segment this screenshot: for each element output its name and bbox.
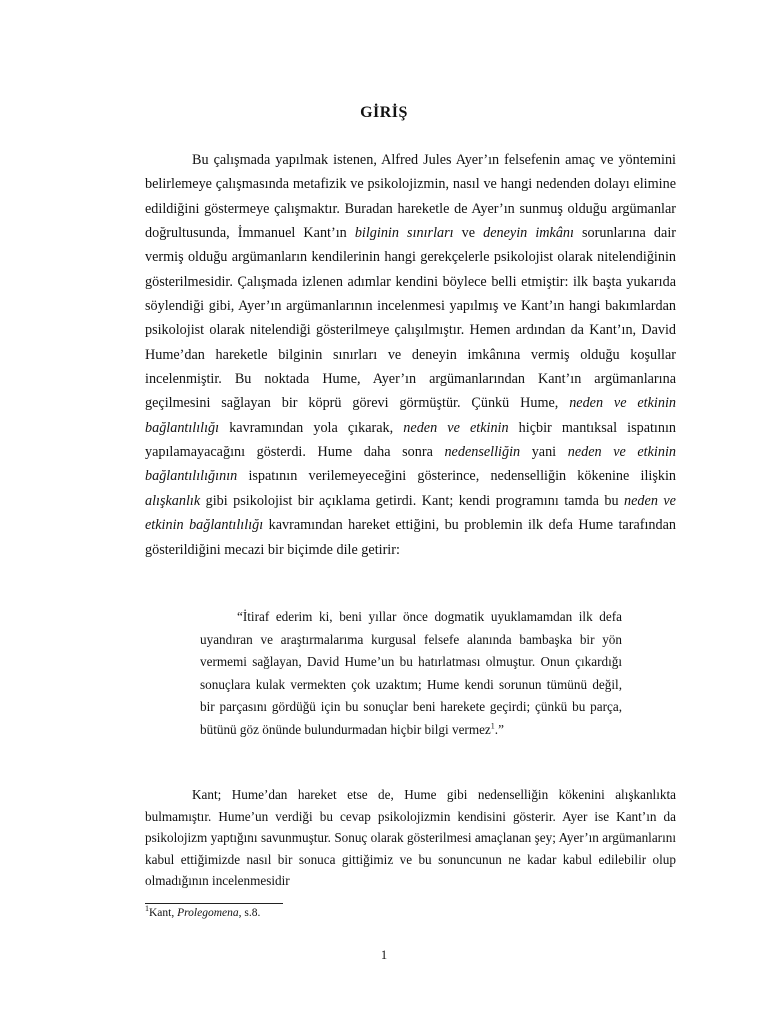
- italic-term: alışkanlık: [145, 492, 201, 509]
- italic-term: nedenselliğin: [444, 444, 521, 461]
- text-segment: gibi psikolojist bir açıklama getirdi. Kant; kendi programını tamda bu: [200, 492, 625, 509]
- footnote-divider: [145, 903, 283, 904]
- italic-term: neden ve etkinin bağlantılılığı: [145, 492, 676, 534]
- block-quote: [200, 606, 622, 742]
- text-segment: yani: [520, 444, 568, 461]
- intro-paragraph: [145, 148, 676, 562]
- footnote-mark: 1: [145, 904, 149, 914]
- footnote-work: Prolegomena: [177, 907, 239, 919]
- footnote-page: , s.8.: [238, 907, 261, 919]
- footnote-author: Kant,: [149, 907, 178, 919]
- second-paragraph: Kant; Hume’dan hareket etse de, Hume gibi nedenselliğin kökenini alışkanlıkta bulmamıştır. Hume’un verdiği bu cevap psikolojizmin kendisini gösterir. Ayer ise Kant’ın da psikolojizm yaptığını savunmuştur. Sonuç olarak gösterilmesi amaçlanan şey; Ayer’ın argümanlarını kabul ettiğimizde nasıl bir sonuca gittiğimiz ve bu sonuncunun ne kadar kabul edilebilir olup olmadığının incelenmesidir: [145, 787, 676, 888]
- page-number: 1: [380, 948, 388, 962]
- text-segment: Bu çalışmada yapılmak istenen, Alfred Jules Ayer’ın felsefenin amaç ve yöntemini belirlemeye çalışmasında metafizik ve psikolojizmin, nasıl ve hangi nedenden dolayı elimine edildiğini göstermeye çalışmaktır. Buradan hareketle de Ayer’ın sunmuş olduğu argümanlar doğrultusunda, İmmanuel Kant’ın: [145, 152, 676, 242]
- text-segment: ispatının verilemeyeceğini gösterince, nedenselliğin kökenine ilişkin: [237, 468, 676, 485]
- italic-term: bilginin sınırları: [354, 225, 454, 242]
- text-segment: sorunlarına dair vermiş olduğu argümanların kendilerinin hangi gerekçelerle psikolojist olarak nitelendiğinin gösterilmesidir. Çalışmada izlenen adımlar kendini böylece belli etmiştir: ilk başta yukarıda söylendiği gibi, Ayer’ın argümanlarının incelenmesi yapılmış ve Kant’ın hangi bakımlardan psikolojist olarak nitelendiği gösterilmeye çalışılmıştır. Hemen ardından da Kant’ın, David Hume’dan hareketle bilginin sınırları ve deneyin imkânına vermiş olduğu koşullar incelenmiştir. Bu noktada Hume, Ayer’ın argümanlarından Kant’ın argümanlarına geçilmesini sağlayan bir köprü görevi görmüştür. Çünkü Hume,: [145, 225, 676, 412]
- text-segment: hiçbir mantıksal ispatının yapılamayacağını gösterdi. Hume daha sonra: [145, 419, 677, 461]
- footnote: [145, 906, 260, 920]
- text-segment: ve: [453, 225, 484, 242]
- italic-term: neden ve etkinin bağlantılılığı: [145, 395, 676, 436]
- italic-term: neden ve etkinin bağlantılılığının: [145, 444, 676, 485]
- text-segment: kavramından yola çıkarak,: [219, 419, 404, 436]
- footnote-reference[interactable]: 1: [490, 721, 495, 731]
- text-segment: kavramından hareket ettiğini, bu problemin ilk defa Hume tarafından gösterildiğini mecazi bir biçimde dile getirir:: [145, 517, 676, 558]
- quote-closing: .”: [494, 721, 504, 737]
- page-title: GİRİŞ: [360, 104, 408, 121]
- italic-term: neden ve etkinin: [403, 419, 509, 436]
- italic-term: deneyin imkânı: [483, 225, 574, 242]
- quote-text: “İtiraf ederim ki, beni yıllar önce dogmatik uyuklamamdan ilk defa uyandıran ve araştırmalarıma kurgusal felsefe alanında bambaşka bir yön vermemi sağlayan, David Hume’un bu hatırlatması olmuştur. Onun çıkardığı sonuçlara kulak vermekten çok uzaktım; Hume kendi sorunun tümünü değil, bir parçasını gördüğü için bu sonuçlar beni harekete geçirdi; çünkü bu parça, bütünü göz önünde bulundurmadan hiçbir bilgi vermez: [200, 609, 622, 737]
